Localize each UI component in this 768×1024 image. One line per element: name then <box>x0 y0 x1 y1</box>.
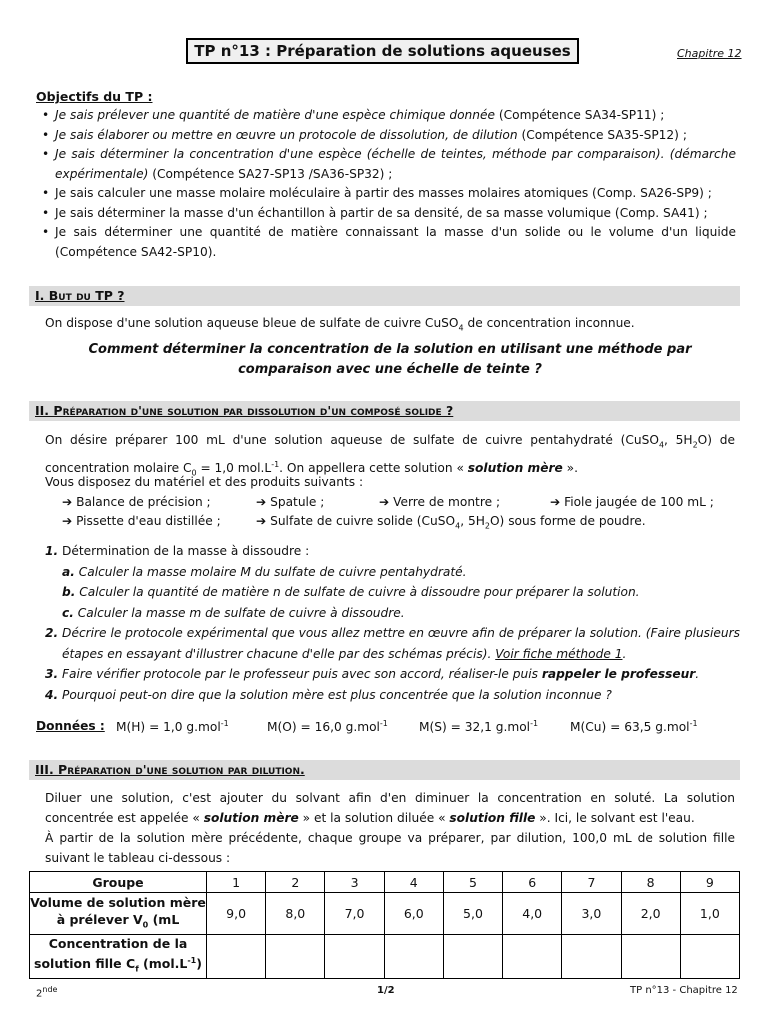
table-cell-empty[interactable] <box>562 935 621 979</box>
table-cell: 5,0 <box>443 893 502 935</box>
table-cell-empty[interactable] <box>266 935 325 979</box>
table-cell: 3,0 <box>562 893 621 935</box>
table-cell: 2 <box>266 872 325 893</box>
question-2: 2. Décrire le protocole expérimental que vous allez mettre en œuvre afin de préparer la solution. (Faire plusieurs étapes en essayant d'illustrer chacune d'elle par des schémas précis). Voir fiche méthode 1. <box>45 626 740 661</box>
section-2-intro: On désire préparer 100 mL d'une solution aqueuse de sulfate de cuivre pentahydraté (CuSO$_4$, $5H_2O$) de concentration molaire $C_0 = 1,0$ $mol.L^{-1}$. On appellera cette solution « solution mère ». <box>45 433 735 478</box>
table-cell-empty[interactable] <box>503 935 562 979</box>
table-cell: 6,0 <box>384 893 443 935</box>
table-cell: 9 <box>680 872 739 893</box>
question-1: 1. Détermination de la masse à dissoudre : <box>45 544 310 558</box>
table-cell-empty[interactable] <box>325 935 384 979</box>
table-cell-empty[interactable] <box>621 935 680 979</box>
table-header-volume: Volume de solution mère à prélever $V_0$ (mL <box>30 893 207 935</box>
materials-intro: Vous disposez du matériel et des produits suivants : <box>45 475 364 489</box>
table-cell-empty[interactable] <box>207 935 266 979</box>
footer-page: 1/2 <box>377 985 395 996</box>
objective-item: • Je sais déterminer la masse d'un échantillon à partir de sa densité, de sa masse volumique (Comp. SA41) ; <box>40 204 736 224</box>
table-cell: 1 <box>207 872 266 893</box>
table-header-group: Groupe <box>30 872 207 893</box>
question-1b: b. Calculer la quantité de matière n de sulfate de cuivre à dissoudre pour préparer la solution. <box>62 585 640 599</box>
molar-mass-h: M(H) = 1,0 g.mol$^{-1}$ <box>116 719 229 735</box>
chapter-label: Chapitre 12 <box>677 47 742 60</box>
table-row <box>30 893 740 935</box>
page-title: TP n°13 : Préparation de solutions aqueuses <box>186 38 579 64</box>
objective-item: • Je sais calculer une masse molaire moléculaire à partir des masses molaires atomiques (Comp. SA26-SP9) ; <box>40 184 736 204</box>
molar-mass-s: M(S) = 32,1 g.mol$^{-1}$ <box>419 719 539 735</box>
question-3: 3. Faire vérifier protocole par le professeur puis avec son accord, réaliser-le puis rappeler le professeur. <box>45 667 700 681</box>
table-cell: 7 <box>562 872 621 893</box>
table-cell: 6 <box>503 872 562 893</box>
material-item: ➔ Fiole jaugée de 100 mL ; <box>550 495 714 509</box>
objectives-list <box>40 106 736 262</box>
section-1-heading: I. But du TP ? <box>29 286 740 306</box>
table-row <box>30 935 740 979</box>
table-header-concentration: Concentration de la solution fille $C_f$ $(mol.L^{-1})$ <box>30 935 207 979</box>
molar-mass-cu: M(Cu) = 63,5 g.mol$^{-1}$ <box>570 719 698 735</box>
question-1c: c. Calculer la masse m de sulfate de cuivre à dissoudre. <box>62 605 405 620</box>
table-cell: 1,0 <box>680 893 739 935</box>
table-cell: 2,0 <box>621 893 680 935</box>
section-3-instructions: À partir de la solution mère précédente, chaque groupe va préparer, par dilution, 100,0 mL de solution fille suivant le tableau ci-dessous : <box>45 831 735 865</box>
question-list <box>45 541 740 705</box>
table-cell: 7,0 <box>325 893 384 935</box>
objective-item: • Je sais prélever une quantité de matière d'une espèce chimique donnée (Compétence SA34-SP11) ; <box>40 106 736 126</box>
table-cell: 4,0 <box>503 893 562 935</box>
molar-mass-o: M(O) = 16,0 g.mol$^{-1}$ <box>267 719 388 735</box>
question-1a: a. Calculer la masse molaire M du sulfate de cuivre pentahydraté. <box>62 564 467 579</box>
table-cell: 9,0 <box>207 893 266 935</box>
objective-item: • Je sais élaborer ou mettre en œuvre un protocole de dissolution, de dilution (Compétence SA35-SP12) ; <box>40 126 736 146</box>
section-2-heading: II. Préparation d'une solution par dissolution d'un composé solide ? <box>29 401 740 421</box>
objectives-title: Objectifs du TP : <box>36 89 153 104</box>
section-3-definition: Diluer une solution, c'est ajouter du solvant afin d'en diminuer la concentration en soluté. La solution concentrée est appelée « solution mère » et la solution diluée « solution fille ». Ici, le solvant est l'eau. <box>45 791 735 825</box>
objective-item: • Je sais déterminer la concentration d'une espèce (échelle de teintes, méthode par comparaison). (démarche expérimentale) (Compétence SA27-SP13 /SA36-SP32) ; <box>40 145 736 184</box>
data-label: Données : <box>36 719 105 733</box>
table-cell: 3 <box>325 872 384 893</box>
table-cell: 4 <box>384 872 443 893</box>
material-item: ➔ Balance de précision ; <box>62 495 211 509</box>
section-1-question: Comment déterminer la concentration de la solution en utilisant une méthode par comparaison avec une échelle de teinte ? <box>88 342 692 377</box>
dilution-table <box>29 871 740 979</box>
table-cell-empty[interactable] <box>384 935 443 979</box>
footer-class: 2nde <box>36 985 58 1000</box>
footer-title: TP n°13 - Chapitre 12 <box>630 985 738 996</box>
objective-item: • Je sais déterminer une quantité de matière connaissant la masse d'un solide ou le volume d'un liquide (Compétence SA42-SP10). <box>40 223 736 262</box>
material-item: ➔ Verre de montre ; <box>379 495 501 509</box>
material-item: ➔ Sulfate de cuivre solide (CuSO$_4$, $5H_2O$) sous forme de poudre. <box>256 514 646 531</box>
section-1-text: On dispose d'une solution aqueuse bleue de sulfate de cuivre CuSO$_4$ de concentration inconnue. <box>45 316 635 333</box>
table-cell: 8 <box>621 872 680 893</box>
section-3-heading: III. Préparation d'une solution par dilution. <box>29 760 740 780</box>
table-cell: 5 <box>443 872 502 893</box>
question-4: 4. Pourquoi peut-on dire que la solution mère est plus concentrée que la solution inconnue ? <box>45 687 612 702</box>
table-cell-empty[interactable] <box>680 935 739 979</box>
material-item: ➔ Spatule ; <box>256 495 325 509</box>
table-cell-empty[interactable] <box>443 935 502 979</box>
material-item: ➔ Pissette d'eau distillée ; <box>62 514 221 528</box>
table-cell: 8,0 <box>266 893 325 935</box>
table-row <box>30 872 740 893</box>
